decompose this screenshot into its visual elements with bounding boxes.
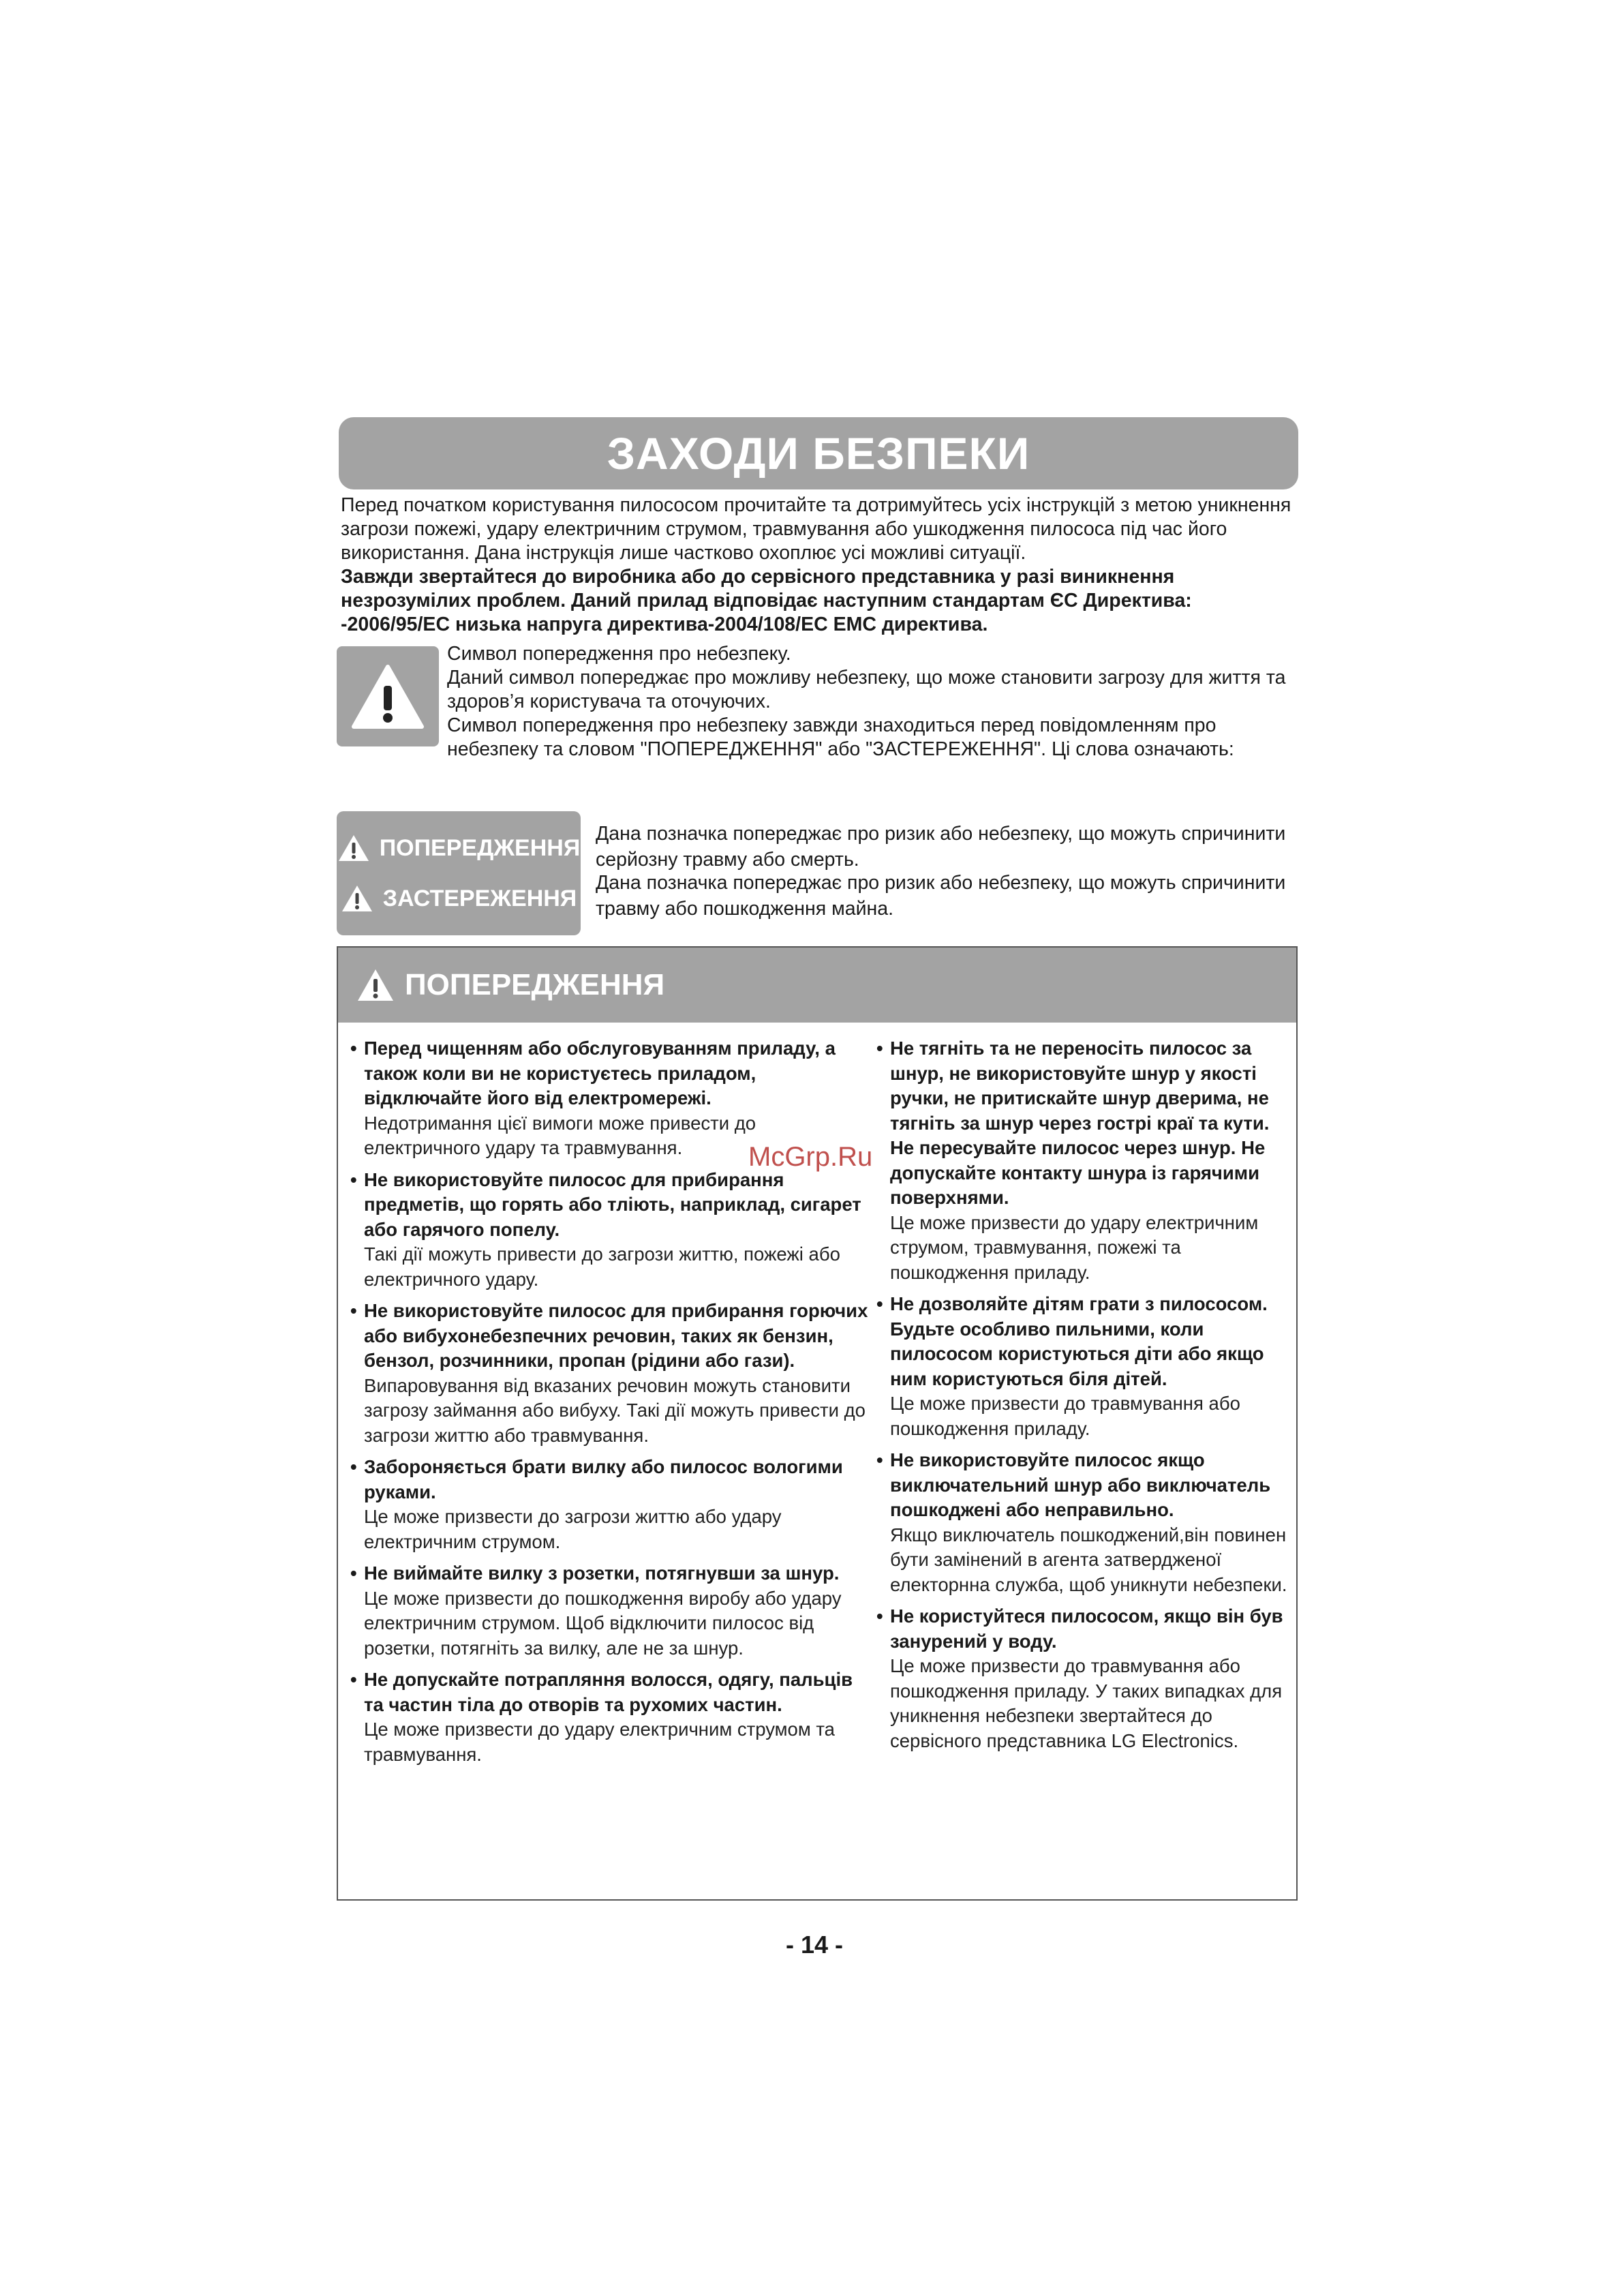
intro-paragraph-1: Перед початком користування пилососом прочитайте та дотримуйтесь усіх інструкцій з метою уникнення загрози пожежі, удару електричним струмом, травмування або ушкодження пилососа під час його використання. Дана інструкція лише частково охоплює усі можливі ситуації. [341, 494, 1291, 564]
caution-label-box [337, 862, 581, 935]
item-heading: Забороняється брати вилку або пилосос вологими руками. [364, 1456, 843, 1502]
bullet: • [350, 1669, 357, 1690]
item-heading: Не використовуйте пилосос якщо виключательний шнур або виключатель пошкоджені або неправильно. [890, 1449, 1271, 1520]
list-item [876, 1448, 1292, 1597]
item-description: Це може призвести до удару електричним струмом та травмування. [364, 1719, 835, 1765]
item-description: Це може призвести до травмування або пошкодження приладу. [890, 1393, 1240, 1439]
warning-section-header [338, 948, 1296, 1023]
caution-label-description [596, 870, 1298, 922]
symbol-line-2: Даний символ попереджає про можливу небезпеку, що може становити загрозу для життя та здоров’я користувача та оточуючих. [447, 667, 1286, 712]
item-heading: Перед чищенням або обслуговуванням приладу, а також коли ви не користуєтесь приладом, відключайте його від електромережі. [364, 1038, 836, 1108]
bullet: • [876, 1293, 883, 1314]
item-heading: Не тягніть та не переносіть пилосос за шнур, не використовуйте шнур у якості ручки, не притискайте шнур дверима, не тягніть за шнур через гострі краї та кути. Не пересувайте пилосос через шнур. Не допускайте контакту шнура із гарячими поверхнями. [890, 1038, 1270, 1208]
warning-triangle-icon [341, 883, 373, 913]
warning-triangle-icon [350, 663, 425, 731]
item-heading: Не користуйтеся пилососом, якщо він був занурений у воду. [890, 1605, 1283, 1652]
intro-paragraph-2: Завжди звертайтеся до виробника або до сервісного представника у разі виникнення незрозумілих проблем. Даний прилад відповідає наступним стандартам ЄС Директива: -2006/95/EC низька напруга директива-2004/108/EC EMC директива. [341, 566, 1192, 635]
watermark-link[interactable]: McGrp.Ru [748, 1142, 873, 1172]
bullet: • [350, 1456, 357, 1477]
list-item [350, 1168, 868, 1293]
item-description: Недотримання цієї вимоги може привести до електричного удару та травмування. [364, 1112, 756, 1158]
bullet: • [350, 1168, 357, 1190]
warning-label-desc-text: Дана позначка попереджає про ризик або небезпеку, що можуть спричинити серйозну травму або смерть. [596, 823, 1286, 871]
item-heading: Не виймайте вилку з розетки, потягнувши за шнур. [364, 1562, 840, 1584]
page-number: - 14 - [785, 1931, 844, 1959]
symbol-line-1: Символ попередження про небезпеку. [447, 643, 791, 665]
item-description: Випаровування від вказаних речовин можуть становити загрозу займання або вибуху. Такі дії можуть привести до загрози життю або травмування. [364, 1374, 866, 1446]
item-description: Якщо виключатель пошкоджений,він повинен бути замінений в агента затвердженої електорнна служба, щоб уникнути небезпеки. [890, 1524, 1287, 1595]
bullet: • [876, 1605, 883, 1627]
warning-section [337, 946, 1298, 1901]
caution-label-text: ЗАСТЕРЕЖЕННЯ [382, 885, 577, 911]
warning-label-description [596, 821, 1298, 873]
item-heading: Не допускайте потрапляння волосся, одягу, пальців та частин тіла до отворів та рухомих частин. [364, 1669, 853, 1715]
bullet: • [876, 1038, 883, 1059]
item-heading: Не використовуйте пилосос для прибирання предметів, що горять або тліють, наприклад, сигарет або гарячого попелу. [364, 1168, 861, 1240]
warning-symbol-tile [337, 646, 439, 746]
item-description: Це може призвести до травмування або пошкодження приладу. У таких випадках для уникнення небезпеки звертайтеся до сервісного представника LG Electronics. [890, 1655, 1283, 1751]
warning-label-text: ПОПЕРЕДЖЕННЯ [379, 834, 581, 861]
warning-triangle-icon [356, 967, 395, 1003]
item-description: Це може призвести до пошкодження виробу або удару електричним струмом. Щоб відключити пилосос від розетки, потягніть за вилку, але не за шнур. [364, 1587, 842, 1659]
intro-text [341, 494, 1295, 637]
bullet: • [876, 1449, 883, 1470]
list-item [350, 1667, 868, 1767]
bullet: • [350, 1038, 357, 1059]
item-description: Такі дії можуть привести до загрози життю, пожежі або електричного удару. [364, 1243, 840, 1290]
item-heading: Не дозволяйте дітям грати з пилососом. Будьте особливо пильними, коли пилососом користуються діти або якщо ним користуються біля дітей. [890, 1293, 1268, 1389]
warning-triangle-icon [337, 833, 370, 863]
list-item [876, 1036, 1292, 1285]
caution-label-desc-text: Дана позначка попереджає про ризик або небезпеку, що можуть спричинити травму або пошкодження майна. [596, 872, 1286, 920]
symbol-description [447, 642, 1299, 761]
page-title: ЗАХОДИ БЕЗПЕКИ [607, 428, 1030, 479]
item-heading: Не використовуйте пилосос для прибирання горючих або вибухонебезпечних речовин, таких як бензин, бензол, розчинники, пропан (рідини або гази). [364, 1300, 868, 1371]
item-description: Це може призвести до загрози життю або удару електричним струмом. [364, 1506, 782, 1552]
list-item [876, 1604, 1292, 1753]
list-item [350, 1299, 868, 1448]
title-bar [339, 417, 1298, 489]
bullet: • [350, 1562, 357, 1584]
warning-section-title: ПОПЕРЕДЖЕННЯ [405, 968, 665, 1001]
item-description: Це може призвести до удару електричним струмом, травмування, пожежі та пошкодження приладу. [890, 1211, 1259, 1283]
list-item [350, 1561, 868, 1661]
list-item [350, 1455, 868, 1554]
list-item [876, 1292, 1292, 1441]
warning-column-right [876, 1036, 1292, 1760]
symbol-line-3: Символ попередження про небезпеку завжди знаходиться перед повідомленням про небезпеку та словом "ПОПЕРЕДЖЕННЯ" або "ЗАСТЕРЕЖЕННЯ". Ці слова означають: [447, 714, 1234, 760]
bullet: • [350, 1300, 357, 1321]
